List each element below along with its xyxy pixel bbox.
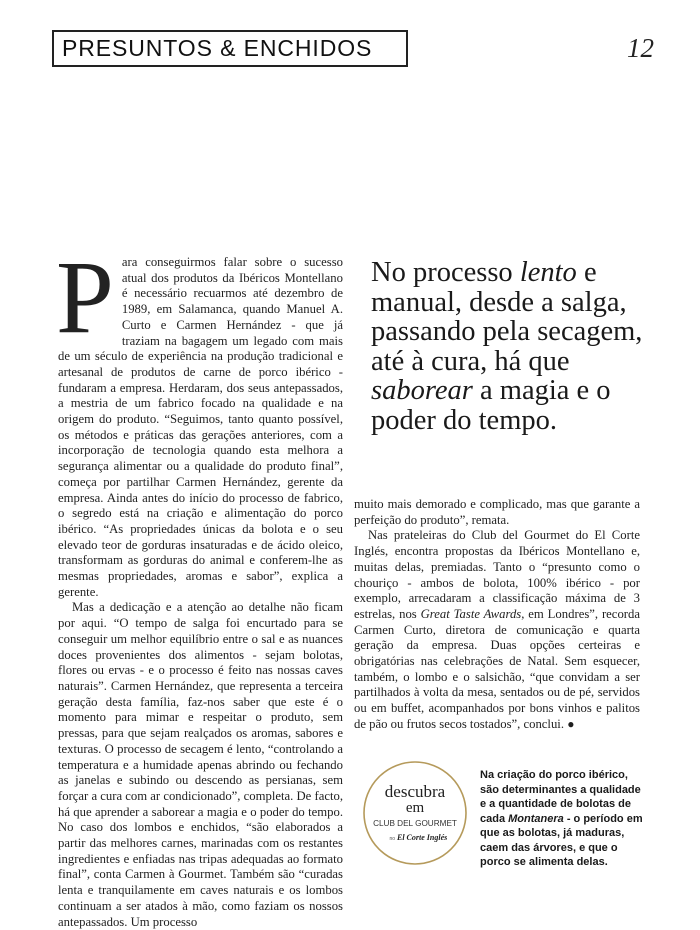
article-paragraph-4-text-a: Nas prateleiras do Club del Gourmet do El Corte Inglés, encontra propostas da Ibéricos Montellano e, muitas delas, premiadas. Tanto o “presunto como o chouriço - ambos de bolota, 100% ibérico - por exemplo, arrecadaram a classificação máxima de 3 estrelas, nos [354,528,640,621]
article-column-right [354,497,640,733]
pull-quote-emphasis-saborear: saborear [371,375,473,406]
article-paragraph-4 [354,528,640,732]
award-name: Great Taste Awards [420,606,522,621]
article-column-left [56,240,343,930]
end-mark-icon: ● [567,716,575,731]
section-header-box [52,30,408,67]
pull-quote [371,258,651,435]
logo-badge [362,760,468,866]
page-number: 12 [627,33,654,63]
logo-no: no [389,836,395,842]
logo-club-del-gourmet: CLUB DEL GOURMET [373,819,457,828]
photo-caption [480,768,648,870]
club-del-gourmet-logo [362,760,468,866]
article-paragraph-1 [56,240,343,600]
article-paragraph-2: Mas a dedicação e a atenção ao detalhe não ficam por aqui. “O tempo de salga foi encurtado para se conseguir um melhor equilíbrio entre o sal e as nuances doces provenientes dos alimentos - sejam bolotas, flores ou ervas - e o processo é feito nas nossas caves naturais”. Carmen Hernández, que representa a terceira geração desta família, faz-nos saber que este é o momento para mimar e respeitar o produto, sem pressas, para que sejam realçados os aromas, sabores e texturas. O processo de secagem é lento, “controlando a temperatura e a humidade apenas abrindo ou fechando as janelas e subindo ou descendo as persianas, sem forçar a cura com ar condicionado”, completa. De facto, há que aprender a saborear a magia e o poder do tempo. No caso dos lombos e enchidos, “são elaborados a partir das melhores carnes, marinadas com os restantes ingredientes e enfiadas nas tripas adequadas ao formato final”, conta Carmen à Gourmet. Também são “curadas lenta e tranquilamente em caves naturais e os lombos continuam a ser atados à mão, como faziam os nossos antepassados. Um processo [58,600,343,929]
pull-quote-text-2: e manual, desde a salga, passando pela secagem, até à cura, há que [371,257,643,377]
caption-emphasis-montanera: Montanera [508,812,564,825]
article-paragraph-1-text: ara conseguirmos falar sobre o sucesso atual dos produtos da Ibéricos Montellano é necessário recuarmos até dezembro de 1989, em Salamanca, quando Manuel A. Curto e Carmen Hernández - que já traziam na bagagem um legado com mais de um século de experiência na produção tradicional e artesanal de produtos de carne de porco ibérico - fundaram a empresa. Herdaram, dos seus antepassados, a mestria de um fabrico focado na qualidade e na origem do produto. “Seguimos, tanto quanto possível, os métodos e práticas das gerações anteriores, com a incorporação de tecnologia quando esta melhora a segurança alimentar ou a qualidade do produto final”, começa por partilhar Carmen Hernández, gerente da empresa. Ainda antes do início do processo de fabrico, o segredo está na criação e alimentação do porco ibérico. “As propriedades únicas da bolota e o seu elevado teor de gorduras insaturadas e de ácido oleico, transformam as gorduras do animal e conferem-lhe as mesmas propriedades, aromas e sabor”, explica a gerente. [58,255,343,599]
article-paragraph-4-text-b: , em Londres”, recorda Carmen Curto, diretora de comunicação e quarta geração da empresa. Duas opções certeiras e obrigatórias nas celebrações de Natal. Sem esquecer, também, o lombo e o salsichão, “que convidam a ser partilhados à volta da mesa, sentados ou de pé, servidos ou em buffet, acompanhados por bons vinhos e palitos de pão ou frutos secos tostados”, conclui. [354,606,640,731]
caption-text-2: - o período em que as bolotas, já maduras, caem das árvores, e que o porco se alimenta delas. [480,812,643,868]
pull-quote-emphasis-lento: lento [519,257,577,288]
drop-cap: P [56,240,114,355]
logo-em: em [405,800,425,816]
pull-quote-text-1: No processo [371,257,520,288]
section-title: PRESUNTOS & ENCHIDOS [62,35,373,61]
caption-text-1: Na criação do porco ibérico, são determinantes a qualidade e a quantidade de bolotas de cada [480,769,641,825]
article-paragraph-3: muito mais demorado e complicado, mas que garante a perfeição do produto”, remata. [354,497,640,527]
logo-descubra: descubra [384,782,446,801]
logo-el-corte-ingles: El Corte Inglés [397,833,448,842]
pull-quote-text-3: a magia e o poder do tempo. [371,375,611,436]
